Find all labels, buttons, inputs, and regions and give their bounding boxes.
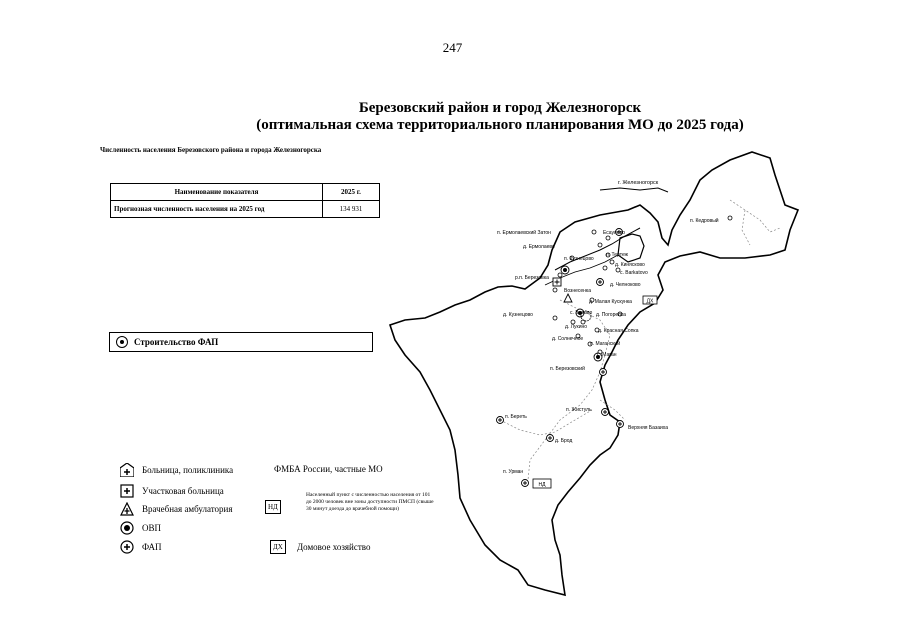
label-zhistyul: п. Жистуль [566, 407, 592, 413]
row-indicator: Прогнозная численность населения на 2025 год [111, 201, 323, 218]
row-value: 134 931 [323, 201, 380, 218]
label-pogolnino: д. Погорелка [596, 312, 626, 318]
legend-ambulatory-label: Врачебная амбулатория [142, 504, 233, 514]
label-lukino: д. Лукино [565, 324, 588, 330]
page-number: 247 [442, 40, 463, 55]
header-year: 2025 г. [323, 184, 380, 201]
map-title-line2: (оптимальная схема территориального планирования МО до 2025 года) [256, 117, 744, 133]
district-boundary [390, 152, 798, 595]
label-kuznetsovo: п. Кузнецово [564, 256, 594, 262]
legend-hospital-label: Больница, поликлиника [142, 465, 234, 475]
label-ermolaevo: д. Ермолаево [523, 244, 555, 250]
label-zheleznogorsk: г. Железногорск [618, 180, 659, 186]
label-urman: п. Урман [503, 469, 524, 475]
map-title-line1: Березовский район и город Железногорск [358, 100, 642, 116]
label-barkatovo: с. Barkatovo [620, 270, 648, 276]
dh-symbol: ДХ [270, 540, 286, 554]
label-malaya-kuskunka: д. Малая Кускунка [589, 299, 632, 305]
nd-description: Населенный пункт с численностью населения от 101 до 2000 человек вне зоны доступности ПМСП (свыше 30 минут доезда до врачебной помощи) [306, 492, 434, 512]
dh-description: Домовое хозяйство [297, 542, 371, 552]
map-labels [497, 180, 719, 475]
legend-ovp-label: ОВП [142, 523, 162, 533]
label-verkhnyaya-bazaiha: Верхняя Базаиха [628, 425, 669, 431]
nd-symbol: НД [265, 500, 281, 514]
label-magan: с. Маган [597, 352, 617, 358]
label-ermolaevsky: п. Ермолаевский Затон [497, 230, 551, 236]
settlement-markers [553, 216, 732, 354]
label-krasnaya-sopka: д. Красная Сопка [598, 328, 639, 334]
label-solnechnoe: д. Солнечное [552, 336, 584, 342]
road-line-3 [730, 200, 780, 232]
dh-map-label: ДХ [646, 298, 654, 305]
zheleznogorsk-boundary [600, 188, 668, 192]
label-kindy: д. Кинясково [615, 262, 645, 268]
label-maganskiy: п. Маганский [590, 341, 621, 347]
header-indicator: Наименование показателя [111, 184, 323, 201]
label-zykovo: с. Зыково [570, 310, 593, 316]
ambulatory-marker [564, 294, 572, 302]
fap-construction-label: Строительство ФАП [134, 337, 219, 347]
nd-map-label: НД [538, 482, 546, 488]
label-kuznetsovo2: д. Кузнецово [503, 312, 533, 318]
road-line-4 [742, 210, 750, 245]
label-beret: п. Береть [505, 414, 527, 420]
label-vznesenka: Вознесенка [564, 288, 592, 294]
label-berezovka: р.п. Березовка [515, 275, 549, 281]
legend-district-hospital-label: Участковая больница [142, 486, 224, 496]
population-subtitle: Численность населения Березовского района и города Железногорска [100, 146, 322, 154]
legend-fmba: ФМБА России, частные МО [274, 464, 383, 474]
hospital-marker [553, 278, 561, 286]
label-esaulovo: Есаулово [603, 230, 626, 236]
label-kedrovy: п. Кедровый [690, 218, 719, 224]
label-tertezh: п. Тертеж [606, 252, 629, 258]
label-berezovsky: п. Березовский [550, 366, 585, 372]
legend-fap-label: ФАП [142, 542, 162, 552]
label-brod: д. Брод [555, 438, 573, 444]
label-chernikovo: д. Челноково [610, 282, 641, 288]
